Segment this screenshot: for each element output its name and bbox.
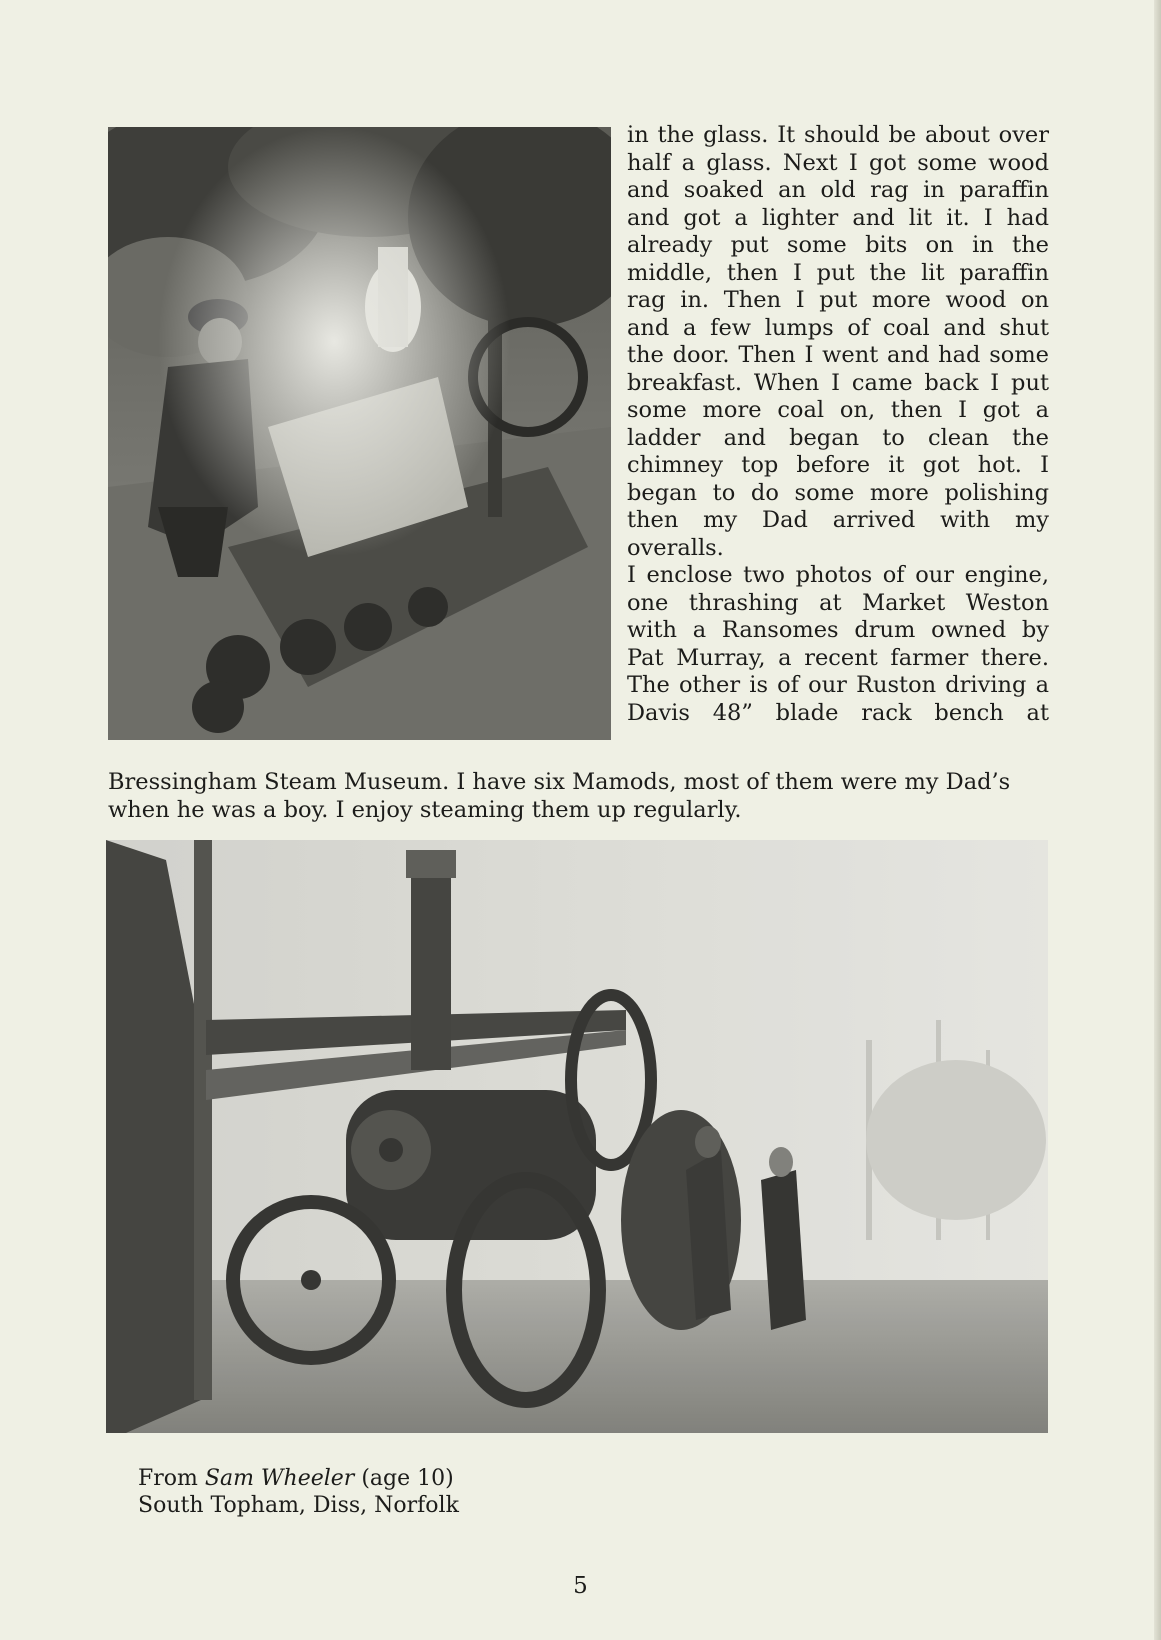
text-line: middle, then I put the lit paraffin — [627, 259, 1049, 286]
text-line: Davis 48” blade rack bench at — [627, 699, 1049, 726]
text-line: Bressingham Steam Museum. I have six Mamods, most of them were my Dad’s — [108, 769, 1011, 795]
text-line: and a few lumps of coal and shut — [627, 314, 1049, 341]
text-line: half a glass. Next I got some wood — [627, 149, 1049, 176]
article-wide-text — [108, 769, 1048, 824]
text-line: and got a lighter and lit it. I had — [627, 204, 1049, 231]
page-edge — [1154, 0, 1161, 1640]
text-line: overalls. — [627, 534, 724, 561]
text-line: chimney top before it got hot. I — [627, 452, 1049, 478]
text-line: I enclose two photos of our engine, — [627, 562, 1049, 588]
text-line: began to do some more polishing — [627, 479, 1049, 506]
text-line: when he was a boy. I enjoy steaming them up regularly. — [108, 796, 742, 823]
text-line: Pat Murray, a recent farmer there. — [627, 644, 1049, 671]
text-line: The other is of our Ruston driving a — [627, 672, 1049, 698]
page-number: 5 — [573, 1573, 588, 1599]
text-line: the door. Then I went and had some — [627, 342, 1049, 368]
text-line: with a Ransomes drum owned by — [627, 617, 1049, 643]
text-line: some more coal on, then I got a — [627, 397, 1049, 423]
signature-prefix: From — [138, 1466, 198, 1491]
signature-from-line — [138, 1465, 459, 1492]
signature-author: Sam Wheeler — [204, 1466, 355, 1491]
text-line: then my Dad arrived with my — [627, 507, 1049, 533]
text-line: already put some bits on in the — [627, 232, 1049, 258]
text-line: ladder and began to clean the — [627, 424, 1049, 451]
text-line: one thrashing at Market Weston — [627, 589, 1049, 616]
text-line: breakfast. When I came back I put — [627, 369, 1049, 396]
article-column-text — [627, 122, 1049, 727]
signature-address: South Topham, Diss, Norfolk — [138, 1493, 459, 1518]
letter-signature — [138, 1465, 459, 1519]
saw-bench-photo — [108, 127, 611, 740]
text-line: rag in. Then I put more wood on — [627, 287, 1049, 313]
text-line: and soaked an old rag in paraffin — [627, 177, 1049, 203]
signature-age: (age 10) — [361, 1466, 454, 1491]
traction-engine-photo — [106, 840, 1048, 1433]
text-line: in the glass. It should be about over — [627, 122, 1049, 148]
